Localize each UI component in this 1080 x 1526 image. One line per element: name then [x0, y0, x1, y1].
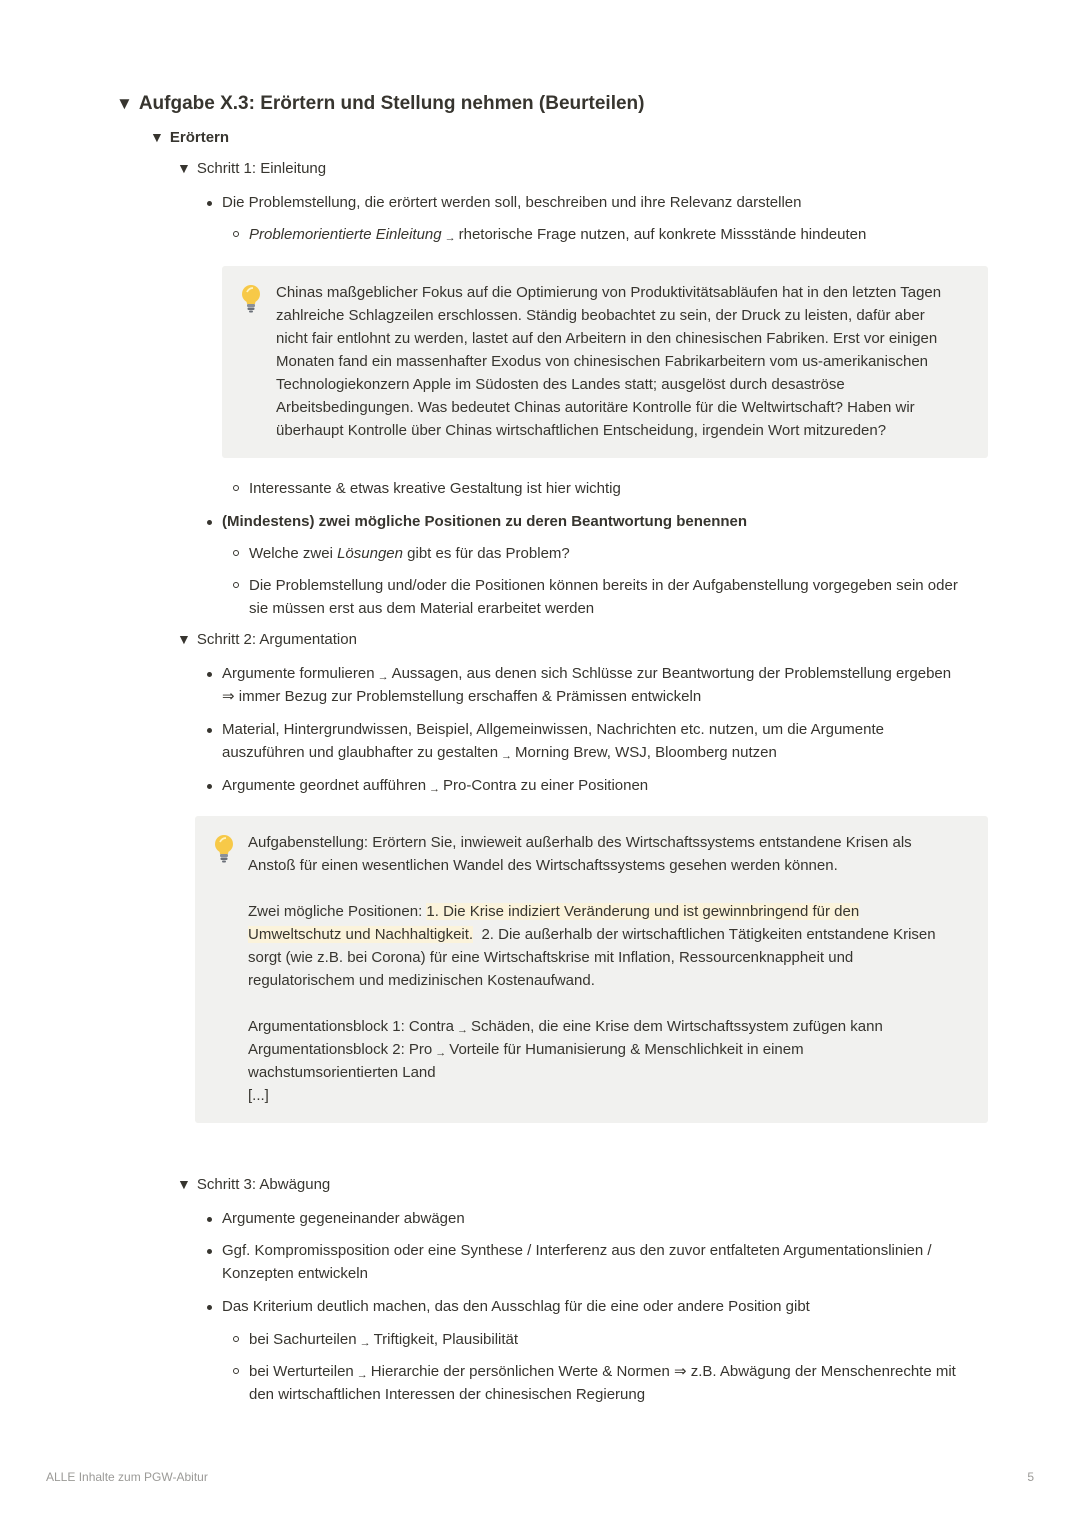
step2-bullet-1 [222, 662, 951, 687]
italic-text: Problemorientierte Einleitung [249, 226, 442, 243]
arrow-icon: → [501, 750, 513, 762]
subsection-title: Erörtern [169, 129, 230, 146]
step2-bullet-1-cont: ⇒ immer Bezug zur Problemstellung erschaffen & Prämissen entwickeln [222, 688, 702, 705]
step1-bullet-2 [222, 510, 747, 533]
bullet-text: bei Sachurteilen [249, 1331, 357, 1348]
callout-line: zahlreiche Schlagzeilen erschlossen. Ständig beobachtet zu sein, der Druck zu leisten, dafür aber [276, 307, 925, 324]
bullet-text: Morning Brew, WSJ, Bloomberg nutzen [515, 744, 777, 761]
arrow-icon: → [377, 671, 389, 683]
callout-line: sorgt (wie z.B. bei Corona) für eine Wirtschaftskrise mit Inflation, Ressourcenknappheit und [248, 949, 854, 966]
step2-bullet-2-cont [222, 741, 777, 766]
callout-line [248, 1038, 804, 1063]
toggle-triangle-icon[interactable]: ▼ [177, 1176, 191, 1192]
lightbulb-icon [213, 834, 235, 864]
step1-subbullet-4 [249, 574, 958, 597]
callout-line: Chinas maßgeblicher Fokus auf die Optimierung von Produktivitätsabläufen hat in den letzten Tagen [276, 284, 942, 301]
step3-title: Schritt 3: Abwägung [196, 1176, 331, 1193]
callout-line: Monaten fand ein massenhafter Exodus von chinesischen Fabrikarbeitern vom us-amerikanischen [276, 353, 929, 370]
callout-line [248, 923, 936, 946]
callout-line: wachstumsorientierten Land [248, 1064, 436, 1081]
bullet-text: Die Problemstellung und/oder die Positionen können bereits in der Aufgabenstellung vorgegeben sein oder [249, 577, 958, 594]
callout-text: 2. Die außerhalb der wirtschaftlichen Tätigkeiten entstandene Krisen [473, 926, 936, 943]
bullet-text: Material, Hintergrundwissen, Beispiel, Allgemeinwissen, Nachrichten etc. nutzen, um die Argumente [222, 721, 884, 738]
step1-subbullet-2 [249, 477, 621, 500]
bullet-text: Aussagen, aus denen sich Schlüsse zur Beantwortung der Problemstellung ergeben [391, 665, 952, 682]
bullet-text: auszuführen und glaubhafter zu gestalten [222, 744, 499, 761]
callout-line: nicht fair entlohnt zu werden, lastet auf den Arbeitern in den chinesischen Fabriken. Erst vor einigen [276, 330, 938, 347]
step1-subbullet-1 [249, 223, 866, 248]
step1-bullet-1 [222, 191, 801, 214]
bullet-text: gibt es für das Problem? [403, 545, 570, 562]
step1-heading[interactable] [177, 160, 326, 177]
toggle-triangle-icon[interactable]: ▼ [150, 129, 164, 145]
bullet-text: Pro-Contra zu einer Positionen [443, 777, 649, 794]
bullet-text: (Mindestens) zwei mögliche Positionen zu deren Beantwortung benennen [222, 513, 748, 530]
step3-subbullet-1 [249, 1328, 518, 1353]
step3-bullet-1 [222, 1207, 465, 1230]
toggle-triangle-icon[interactable]: ▼ [177, 631, 191, 647]
step2-title: Schritt 2: Argumentation [196, 631, 357, 648]
bullet-text: Argumente geordnet aufführen [222, 777, 427, 794]
highlighted-text: 1. Die Krise indiziert Veränderung und ist gewinnbringend für den [426, 903, 860, 920]
step1-subbullet-3 [249, 542, 570, 565]
bullet-text: Triftigkeit, Plausibilität [373, 1331, 519, 1348]
callout-line: [...] [248, 1087, 269, 1104]
step2-bullet-3 [222, 774, 648, 799]
step3-bullet-2-cont: Konzepten entwickeln [222, 1265, 368, 1282]
callout-example-intro [222, 266, 988, 458]
callout-text: Vorteile für Humanisierung & Menschlichkeit in einem [449, 1041, 804, 1058]
callout-text: Zwei mögliche Positionen: [248, 903, 427, 920]
callout-line: überhaupt Kontrolle über Chinas wirtschaftlichen Entscheidung, irgendein Wort mitzureden? [276, 422, 887, 439]
bullet-text: Argumente formulieren [222, 665, 375, 682]
toggle-triangle-icon[interactable]: ▼ [177, 160, 191, 176]
callout-line: Arbeitsbedingungen. Was bedeutet Chinas autoritäre Kontrolle für die Weltwirtschaft? Haben wir [276, 399, 915, 416]
callout-text: Schäden, die eine Krise dem Wirtschaftssystem zufügen kann [470, 1018, 883, 1035]
callout-line [248, 1015, 883, 1040]
step2-heading[interactable] [177, 631, 357, 648]
callout-example-argumentation [195, 816, 988, 1123]
italic-text: Lösungen [337, 545, 403, 562]
toggle-triangle-icon[interactable]: ▼ [116, 94, 133, 113]
arrow-icon: → [456, 1024, 468, 1036]
callout-line [248, 900, 859, 923]
bullet-text: Interessante & etwas kreative Gestaltung ist hier wichtig [249, 480, 621, 497]
bullet-text: Das Kriterium deutlich machen, das den Ausschlag für die eine oder andere Position gibt [222, 1298, 810, 1315]
bullet-text: Hierarchie der persönlichen Werte & Normen ⇒ z.B. Abwägung der Menschenrechte mit [370, 1363, 956, 1380]
bullet-text: bei Werturteilen [249, 1363, 354, 1380]
bullet-text: Argumente gegeneinander abwägen [222, 1210, 465, 1227]
step2-bullet-2 [222, 718, 884, 741]
arrow-icon: → [435, 1047, 447, 1059]
page-number: 5 [1027, 1470, 1034, 1484]
step3-bullet-3 [222, 1295, 810, 1318]
callout-text: Argumentationsblock 2: Pro [248, 1041, 433, 1058]
arrow-icon: → [429, 783, 441, 795]
bullet-text: Ggf. Kompromissposition oder eine Synthese / Interferenz aus den zuvor entfalteten Argumentationslinien / [222, 1242, 932, 1259]
step3-subbullet-2-cont: den wirtschaftlichen Interessen der chinesischen Regierung [249, 1386, 646, 1403]
step1-title: Schritt 1: Einleitung [196, 160, 327, 177]
arrow-icon: → [444, 232, 456, 244]
arrow-icon: → [359, 1337, 371, 1349]
arrow-icon: → [356, 1369, 368, 1381]
lightbulb-icon [240, 284, 262, 314]
step3-subbullet-2 [249, 1360, 956, 1385]
step3-bullet-2 [222, 1239, 932, 1262]
bullet-text: Die Problemstellung, die erörtert werden soll, beschreiben und ihre Relevanz darstellen [222, 194, 802, 211]
callout-text: Argumentationsblock 1: Contra [248, 1018, 454, 1035]
callout-line: Technologiekonzern Apple im Südosten des Landes statt; ausgelöst durch desaströse [276, 376, 845, 393]
section-heading[interactable] [116, 93, 644, 115]
highlighted-text: Umweltschutz und Nachhaltigkeit. [248, 926, 474, 943]
callout-line: Aufgabenstellung: Erörtern Sie, inwieweit außerhalb des Wirtschaftssystems entstandene Krisen als [248, 834, 912, 851]
step1-subbullet-4-cont: sie müssen erst aus dem Material erarbeitet werden [249, 600, 595, 617]
subsection-heading[interactable] [150, 129, 229, 146]
bullet-text: rhetorische Frage nutzen, auf konkrete Missstände hindeuten [458, 226, 867, 243]
callout-line: Anstoß für einen wesentlichen Wandel des Wirtschaftssystems gesehen werden können. [248, 857, 838, 874]
footer-title: ALLE Inhalte zum PGW-Abitur [46, 1470, 208, 1484]
step3-heading[interactable] [177, 1176, 330, 1193]
callout-line: regulatorischem und medizinischen Kostenaufwand. [248, 972, 595, 989]
section-title: Aufgabe X.3: Erörtern und Stellung nehmen (Beurteilen) [138, 93, 645, 114]
bullet-text: Welche zwei [249, 545, 338, 562]
